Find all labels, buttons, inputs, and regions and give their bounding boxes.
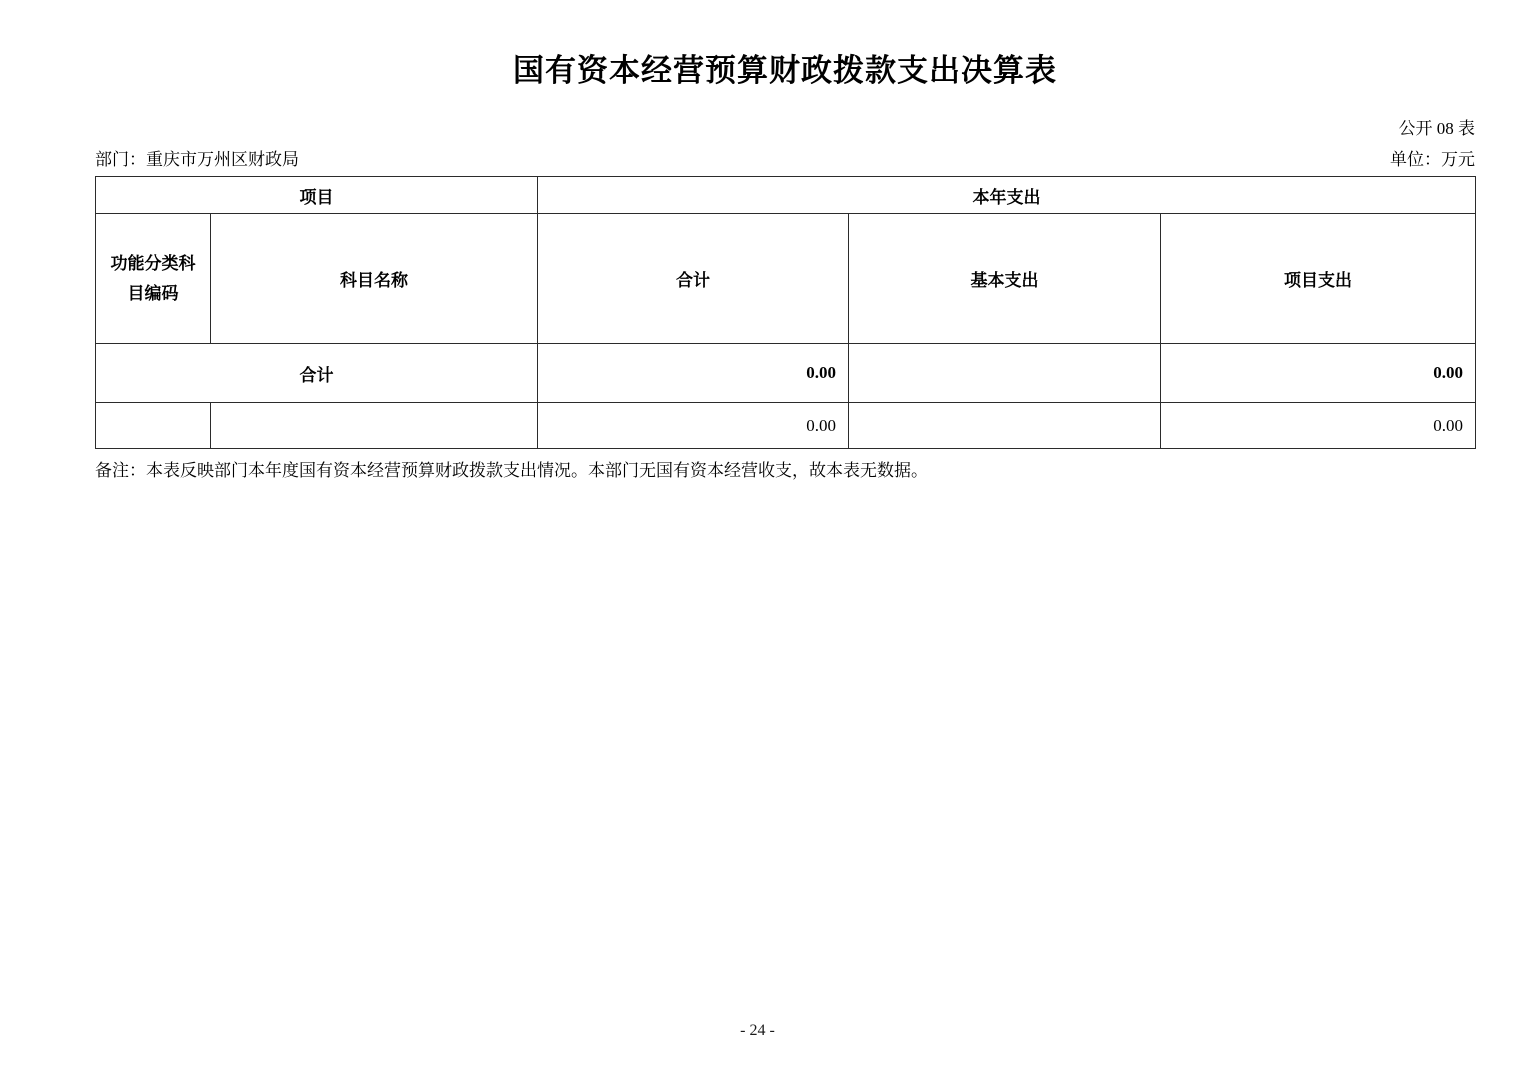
- total-row-project-value: 0.00: [1161, 344, 1476, 403]
- detail-row-basic-value: [849, 403, 1161, 449]
- budget-expense-table: [95, 176, 1476, 449]
- header-year-expense-group: 本年支出: [538, 177, 1476, 214]
- detail-row-project-value: 0.00: [1161, 403, 1476, 449]
- department-label: 部门：重庆市万州区财政局: [95, 150, 299, 169]
- total-row-total-value: 0.00: [538, 344, 849, 403]
- header-subject-name: 科目名称: [211, 214, 538, 344]
- header-total: 合计: [538, 214, 849, 344]
- header-group-row: [96, 177, 1476, 214]
- page-title: 国有资本经营预算财政拨款支出决算表: [513, 53, 1057, 88]
- total-row-label: 合计: [96, 344, 538, 403]
- detail-row-total-value: 0.00: [538, 403, 849, 449]
- meta-row: [95, 149, 1475, 171]
- table-row-detail: [96, 403, 1476, 449]
- note-text: 备注：本表反映部门本年度国有资本经营预算财政拨款支出情况。本部门无国有资本经营收支，故本表无数据。: [95, 461, 928, 480]
- header-project-expense: 项目支出: [1161, 214, 1476, 344]
- detail-row-code-cell: [96, 403, 211, 449]
- header-columns-row: [96, 214, 1476, 344]
- page-number: - 24 -: [740, 1022, 775, 1039]
- table-code-label: 公开 08 表: [1398, 119, 1475, 138]
- header-basic-expense: 基本支出: [849, 214, 1161, 344]
- header-function-code: 功能分类科目编码: [96, 214, 211, 344]
- header-project-group: 项目: [96, 177, 538, 214]
- detail-row-name-cell: [211, 403, 538, 449]
- total-row-basic-value: [849, 344, 1161, 403]
- unit-label: 单位：万元: [1390, 150, 1475, 169]
- page-content: [95, 0, 1475, 483]
- table-row-total: [96, 344, 1476, 403]
